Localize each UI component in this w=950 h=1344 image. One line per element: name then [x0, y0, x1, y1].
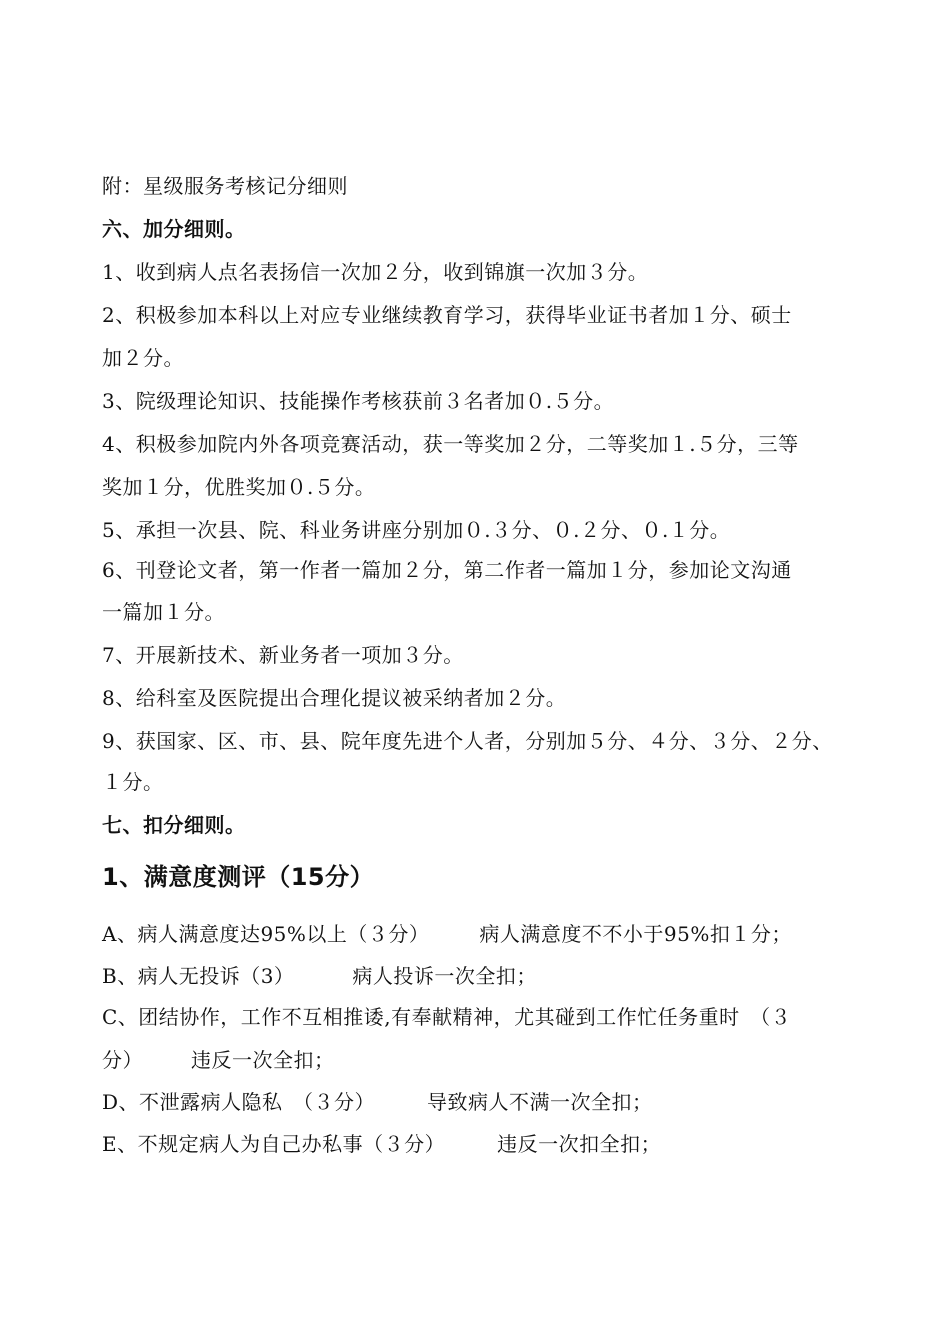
bonus-item: 6、刊登论文者，第一作者一篇加２分，第二作者一篇加１分，参加论文沟通 — [102, 558, 792, 582]
deduction-rule: 导致病人不满一次全扣； — [427, 1090, 653, 1114]
bonus-item: 4、积极参加院内外各项竞赛活动，获一等奖加２分，二等奖加１.５分，三等 — [102, 432, 799, 456]
deduction-item — [102, 1088, 653, 1116]
deduction-criterion: C、团结协作，工作不互相推诿,有奉献精神，尤其碰到工作忙任务重时 （３ — [102, 1005, 792, 1029]
deduction-item — [102, 1130, 661, 1158]
deduction-rule: 违反一次扣全扣； — [497, 1132, 662, 1156]
deduction-criterion: D、不泄露病人隐私 （３分） — [102, 1090, 376, 1114]
appendix-title: 附：星级服务考核记分细则 — [102, 174, 348, 198]
bonus-item: 2、积极参加本科以上对应专业继续教育学习，获得毕业证书者加１分、硕士 — [102, 303, 792, 327]
section6-title: 六、加分细则。 — [102, 217, 246, 241]
deduction-criterion: 分） — [102, 1048, 143, 1072]
bonus-item: 加２分。 — [102, 346, 184, 370]
bonus-item: 7、开展新技术、新业务者一项加３分。 — [102, 643, 464, 667]
bonus-item: １分。 — [102, 770, 164, 794]
bonus-item: 5、承担一次县、院、科业务讲座分别加０.３分、０.２分、０.１分。 — [102, 518, 731, 542]
deduction-criterion: A、病人满意度达95%以上（３分） — [102, 922, 430, 946]
bonus-item: 1、收到病人点名表扬信一次加２分，收到锦旗一次加３分。 — [102, 260, 649, 284]
deduction-criterion: B、病人无投诉（3） — [102, 964, 295, 988]
bonus-item: 一篇加１分。 — [102, 600, 225, 624]
section7-title: 七、扣分细则。 — [102, 813, 246, 837]
deduction-rule: 病人投诉一次全扣； — [352, 964, 537, 988]
deduction-rule: 病人满意度不不小于95%扣１分； — [479, 922, 792, 946]
deduction-item — [102, 920, 792, 948]
deduction-item — [102, 1046, 335, 1074]
subsection1-title: 1、满意度测评（15分） — [102, 863, 375, 891]
deduction-item — [102, 962, 537, 990]
bonus-item: 9、获国家、区、市、县、院年度先进个人者，分别加５分、４分、３分、２分、 — [102, 729, 833, 753]
deduction-rule: 违反一次全扣； — [191, 1048, 335, 1072]
deduction-criterion: E、不规定病人为自己办私事（３分） — [102, 1132, 446, 1156]
deduction-item — [102, 1003, 791, 1031]
bonus-item: 奖加１分，优胜奖加０.５分。 — [102, 475, 376, 499]
bonus-item: 8、给科室及医院提出合理化提议被采纳者加２分。 — [102, 686, 567, 710]
bonus-item: 3、院级理论知识、技能操作考核获前３名者加０.５分。 — [102, 389, 615, 413]
